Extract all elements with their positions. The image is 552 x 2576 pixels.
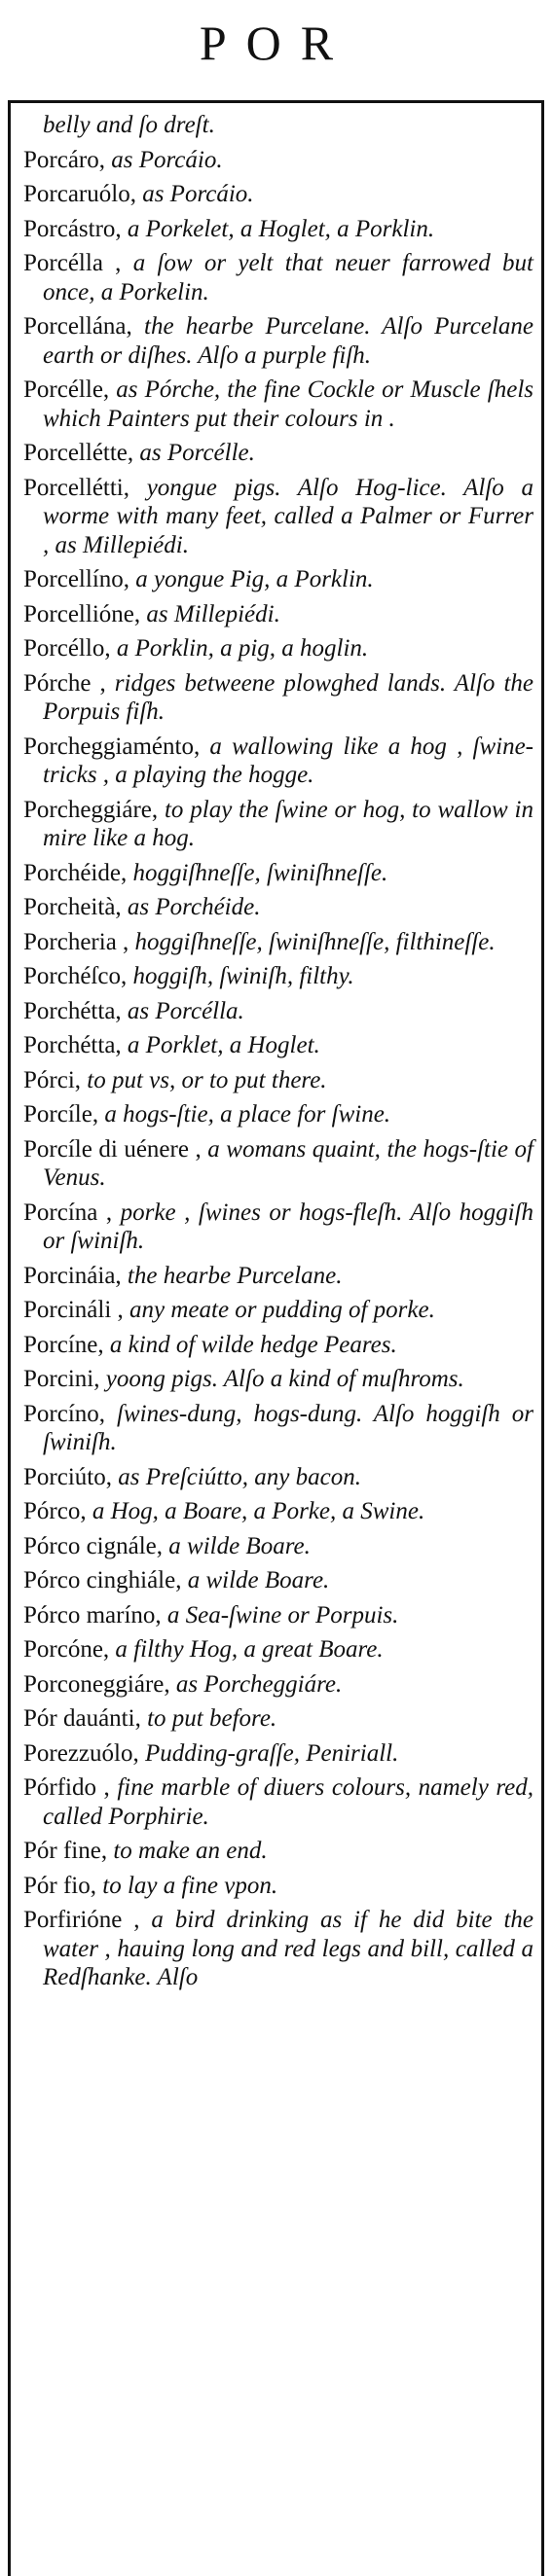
dictionary-entry: [23, 600, 534, 629]
dictionary-entry: [23, 1906, 534, 1992]
definition: a hogs-ſtie, a place for ſwine.: [98, 1101, 391, 1127]
definition: a Hog, a Boare, a Porke, a Swine.: [86, 1498, 425, 1524]
headword: Porcíno,: [23, 1400, 106, 1427]
headword: Porcélle,: [23, 376, 110, 403]
dictionary-entry: [23, 1872, 534, 1901]
definition: as Millepiédi.: [140, 600, 280, 627]
headword: Porchétta,: [23, 1032, 122, 1058]
headword: Pór fio,: [23, 1872, 96, 1899]
definition: as Porcáio.: [135, 181, 254, 207]
dictionary-entry: [23, 634, 534, 663]
dictionary-entry: [23, 1532, 534, 1561]
definition: as Porchéide.: [121, 894, 261, 920]
headword: Porcináia,: [23, 1262, 122, 1289]
headword: Porconeggiáre,: [23, 1670, 170, 1698]
dictionary-entry: [23, 1670, 534, 1699]
headword: Porcini,: [23, 1366, 100, 1392]
dictionary-entry: [23, 1400, 534, 1457]
definition: to lay a fine vpon.: [96, 1872, 278, 1899]
definition: the hearbe Purcelane.: [121, 1262, 343, 1289]
definition: ſwines-dung, hogs-dung. Alſo hoggiſh or ſwiniſh.: [43, 1400, 534, 1455]
dictionary-entry: [23, 146, 534, 175]
headword: Porcélla ,: [23, 250, 122, 276]
definition: as Porcélle.: [133, 440, 255, 466]
dictionary-entry: [23, 439, 534, 468]
headword: Porcheità,: [23, 894, 122, 920]
running-head: POR: [199, 16, 353, 70]
headword: Porezzuólo,: [23, 1739, 139, 1767]
dictionary-entry: [23, 1066, 534, 1095]
definition: hoggiſhneſſe, ſwiniſhneſſe, filthineſſe.: [129, 928, 496, 955]
definition: as Porcheggiáre.: [169, 1670, 343, 1698]
dictionary-entry: [23, 1601, 534, 1630]
definition: Pudding-graſſe, Peniriall.: [138, 1739, 399, 1767]
headword: Porchétta,: [23, 997, 122, 1024]
dictionary-entry: [23, 376, 534, 433]
definition: a Sea-ſwine or Porpuis.: [161, 1601, 399, 1628]
column-rule-right: [541, 100, 544, 2576]
definition: to put vs, or to put there.: [81, 1066, 327, 1093]
dictionary-entry: [23, 1331, 534, 1360]
definition: a filthy Hog, a great Boare.: [109, 1636, 384, 1663]
headword: Porcíne,: [23, 1331, 104, 1358]
headword: Pór fine,: [23, 1838, 108, 1864]
dictionary-entry: [23, 249, 534, 306]
definition: a Porklet, a Hoglet.: [121, 1032, 320, 1058]
definition: ridges betweene plowghed lands. Alſo the Porpuis fiſh.: [43, 669, 534, 725]
definition: hoggiſhneſſe, ſwiniſhneſſe.: [127, 859, 388, 886]
dictionary-entry: [23, 1739, 534, 1769]
headword: Porcellióne,: [23, 600, 141, 627]
headword: Porcellétti,: [23, 474, 129, 501]
headword: Pórche ,: [23, 669, 106, 697]
headword: Porcéllo,: [23, 635, 111, 662]
header-rule: [8, 100, 544, 103]
continued-definition: belly and ſo dreſt.: [43, 112, 215, 138]
definition: to play the ſwine or hog, to wallow in mire like a hog.: [43, 796, 534, 851]
dictionary-entry: [23, 1635, 534, 1664]
headword: Porcína ,: [23, 1199, 113, 1226]
headword: Porcóne,: [23, 1636, 110, 1663]
entry-list: [23, 146, 534, 1992]
headword: Porcíle di uénere ,: [23, 1135, 202, 1163]
headword: Pórco cinghiále,: [23, 1567, 182, 1593]
definition: a kind of wilde hedge Peares.: [103, 1331, 397, 1358]
definition: a Porkelet, a Hoglet, a Porklin.: [121, 215, 435, 242]
headword: Porcheggiaménto,: [23, 733, 201, 760]
definition: a wilde Boare.: [163, 1532, 311, 1559]
dictionary-entry: [23, 796, 534, 853]
dictionary-entry: [23, 997, 534, 1026]
headword: Porchéide,: [23, 859, 128, 886]
definition: as Preſciútto, any bacon.: [111, 1463, 361, 1490]
headword: Porcellána,: [23, 313, 132, 340]
headword: Porcáro,: [23, 146, 105, 173]
dictionary-entry: [23, 1135, 534, 1193]
definition: a bird drinking as if he did bite the water , hauing long and red legs and bill, called a Redſhanke. Alſo: [43, 1907, 534, 1990]
headword: Pórfido ,: [23, 1774, 110, 1801]
dictionary-entry: [23, 733, 534, 790]
headword: Pórco,: [23, 1498, 87, 1524]
definition: as Porcélla.: [121, 997, 244, 1024]
definition: a womans quaint, the hogs-ſtie of Venus.: [43, 1135, 534, 1191]
dictionary-column: [23, 111, 534, 1998]
dictionary-entry: [23, 928, 534, 957]
headword: Porcináli ,: [23, 1297, 124, 1323]
dictionary-entry: [23, 669, 534, 727]
dictionary-entry: [23, 180, 534, 209]
headword: Porfirióne ,: [23, 1907, 140, 1933]
headword: Porcaruólo,: [23, 181, 136, 207]
headword: Porcheria ,: [23, 928, 129, 955]
definition: to make an end.: [107, 1838, 268, 1864]
dictionary-entry: [23, 565, 534, 594]
definition: as Pórche, the fine Cockle or Muscle ſhels which Painters put their colours in .: [43, 376, 534, 432]
dictionary-entry: [23, 1497, 534, 1526]
definition: yoong pigs. Alſo a kind of muſhroms.: [99, 1366, 464, 1392]
column-rule-left: [8, 100, 11, 2576]
headword: Pórci,: [23, 1066, 82, 1093]
headword: Porcellíno,: [23, 566, 130, 592]
definition: a wallowing like a hog , ſwine-tricks , a playing the hogge.: [43, 733, 534, 788]
dictionary-entry: [23, 312, 534, 370]
dictionary-entry: [23, 893, 534, 922]
dictionary-entry: [23, 215, 534, 244]
definition: a Porklin, a pig, a hoglin.: [110, 635, 369, 662]
definition: a yongue Pig, a Porklin.: [129, 566, 374, 592]
headword: Porcheggiáre,: [23, 796, 159, 823]
headword: Porcíle,: [23, 1101, 99, 1127]
dictionary-entry: [23, 1100, 534, 1129]
dictionary-entry: [23, 962, 534, 991]
page-header: [0, 0, 552, 109]
definition: to put before.: [140, 1705, 277, 1732]
definition: porke , ſwines or hogs-fleſh. Alſo hoggiſh or ſwiniſh.: [43, 1199, 534, 1254]
headword: Pórco maríno,: [23, 1601, 162, 1628]
headword: Pórco cignále,: [23, 1532, 164, 1559]
dictionary-entry: [23, 1199, 534, 1256]
definition: fine marble of diuers colours, namely red, called Porphirie.: [43, 1774, 534, 1830]
dictionary-entry: [23, 1773, 534, 1831]
dictionary-entry: [23, 859, 534, 888]
headword: Porchéſco,: [23, 963, 128, 989]
dictionary-entry: [23, 1296, 534, 1325]
dictionary-entry: [23, 1566, 534, 1595]
definition: the hearbe Purcelane. Alſo Purcelane earth or diſhes. Alſo a purple fiſh.: [43, 313, 534, 369]
headword: Porciúto,: [23, 1463, 112, 1490]
definition: a ſow or yelt that neuer farrowed but once, a Porkelin.: [43, 250, 534, 305]
definition: any meate or pudding of porke.: [123, 1297, 435, 1323]
dictionary-entry: [23, 1031, 534, 1060]
headword: Pór dauánti,: [23, 1705, 141, 1732]
definition: yongue pigs. Alſo Hog-lice. Alſo a worme with many feet, called a Palmer or Furrer , as Millepiédi.: [43, 474, 534, 558]
dictionary-entry: [23, 1704, 534, 1734]
dictionary-entry: [23, 474, 534, 560]
dictionary-entry: [23, 1463, 534, 1492]
headword: Porcellétte,: [23, 440, 134, 466]
dictionary-entry: [23, 1837, 534, 1866]
definition: a wilde Boare.: [181, 1567, 330, 1593]
dictionary-entry: [23, 1262, 534, 1291]
dictionary-entry: [23, 1365, 534, 1394]
headword: Porcástro,: [23, 215, 122, 242]
definition: as Porcáio.: [105, 146, 223, 173]
definition: hoggiſh, ſwiniſh, filthy.: [127, 963, 354, 989]
